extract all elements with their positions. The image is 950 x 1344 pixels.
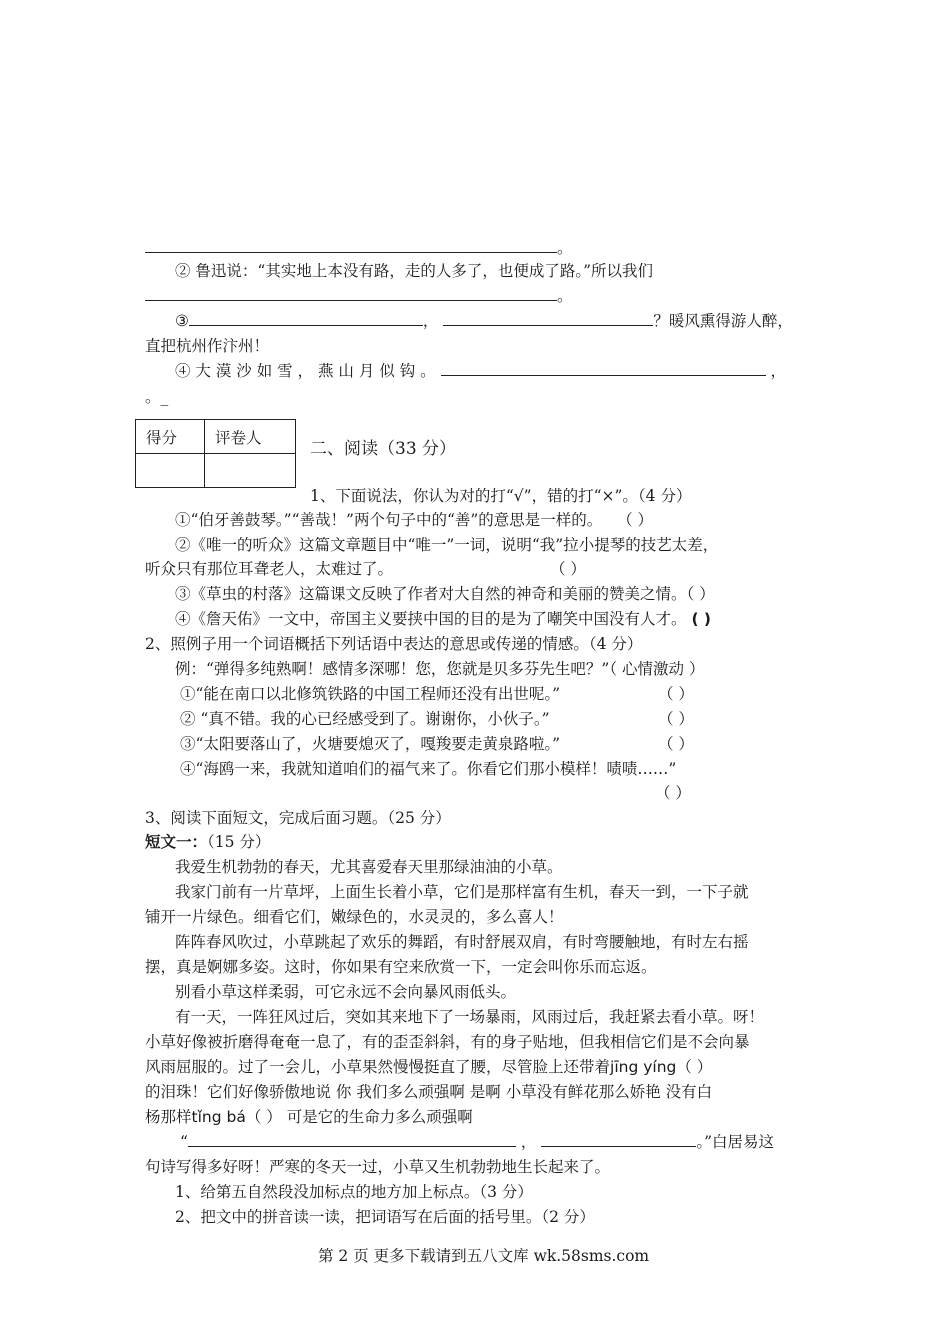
q2-example: 例：“弹得多纯熟啊！感情多深哪！您，您就是贝多芬先生吧？”（ 心情激动 ）: [175, 660, 705, 678]
q1-item-2: ②《唯一的听众》这篇文章题目中“唯一”一词，说明“我”拉小提琴的技艺太差，: [175, 536, 719, 554]
fill-q2: ② 鲁迅说：“其实地上本没有路，走的人多了，也便成了路。”所以我们: [175, 262, 654, 280]
passage-line: 阵阵春风吹过，小草跳起了欢乐的舞蹈，有时舒展双肩，有时弯腰触地，有时左右摇: [175, 933, 749, 951]
poem-line: “ ， 。”白居易这: [180, 1133, 775, 1151]
answer-blank[interactable]: [541, 1132, 696, 1147]
fill-line-1: 。: [145, 238, 573, 258]
q1-item-2-cont: 听众只有那位耳聋老人，太难过了。 （ ）: [145, 560, 586, 578]
score-cell[interactable]: [136, 454, 205, 488]
passage-title: 短文一：（15 分）: [145, 832, 271, 851]
sub-question-2: 2、把文中的拼音读一读，把词语写在后面的括号里。（2 分）: [175, 1208, 595, 1226]
fill-line-2: 。: [145, 286, 573, 306]
grader-cell[interactable]: [205, 454, 296, 488]
fill-q3: ③ ， ？暖风熏得游人醉，: [175, 312, 793, 330]
pinyin-jingying: jīng yíng: [610, 1058, 677, 1076]
passage-line-unpunctuated: 的泪珠！它们好像骄傲地说 你 我们多么顽强啊 是啊 小草没有鲜花那么娇艳 没有白: [145, 1083, 713, 1101]
page-footer: 第 2 页 更多下载请到五八文库 wk.58sms.com: [318, 1247, 650, 1265]
answer-blank[interactable]: [443, 311, 653, 326]
q2-item-4: ④“海鸥一来，我就知道咱们的福气来了。你看它们那小模样！啧啧……”: [180, 760, 677, 778]
question-2: 2、照例子用一个词语概括下列话语中表达的意思或传递的情感。（4 分）: [145, 635, 643, 653]
passage-line: 摆，真是婀娜多姿。这时，你如果有空来欣赏一下，一定会叫你乐而忘返。: [145, 958, 657, 976]
q1-item-4: ④《詹天佑》一文中，帝国主义要挟中国的目的是为了嘲笑中国没有人才。 ( ): [175, 610, 712, 628]
passage-line: 我爱生机勃勃的春天，尤其喜爱春天里那绿油油的小草。: [175, 858, 563, 876]
passage-line: 我家门前有一片草坪，上面生长着小草，它们是那样富有生机，春天一到，一下子就: [175, 883, 749, 901]
fill-q4: ④ 大 漠 沙 如 雪 ， 燕 山 月 似 钩 。 ，: [175, 362, 787, 380]
answer-blank[interactable]: [188, 1132, 516, 1147]
passage-line: 有一天，一阵狂风过后，突如其来地下了一场暴雨，风雨过后，我赶紧去看小草。呀！: [175, 1008, 765, 1026]
answer-blank[interactable]: [441, 361, 766, 376]
q1-item-3: ③《草虫的村落》这篇课文反映了作者对大自然的神奇和美丽的赞美之情。（ ）: [175, 585, 715, 603]
q1-item-1: ①“伯牙善鼓琴。”“善哉！”两个句子中的“善”的意思是一样的。 （ ）: [175, 511, 654, 529]
section-title: 二、阅读（33 分）: [310, 439, 457, 459]
fill-q3-line2: 直把杭州作汴州！: [145, 337, 270, 355]
passage-line: 句诗写得多好呀！严寒的冬天一过，小草又生机勃勃地生长起来了。: [145, 1158, 611, 1176]
q2-item-3: ③“太阳要落山了，火塘要熄灭了，嘎羧要走黄泉路啦。” （ ）: [180, 735, 694, 753]
passage-line: 小草好像被折磨得奄奄一息了，有的歪歪斜斜，有的身子贴地，但我相信它们是不会向暴: [145, 1033, 750, 1051]
q2-item-1: ①“能在南口以北修筑铁路的中国工程师还没有出世呢。” （ ）: [180, 685, 694, 703]
answer-blank[interactable]: [145, 286, 557, 301]
score-table: [135, 419, 296, 488]
q2-item-2: ② “真不错。我的心已经感受到了。谢谢你，小伙子。” （ ）: [180, 710, 694, 728]
score-label: 得分: [136, 420, 205, 454]
answer-blank[interactable]: [145, 238, 557, 253]
question-3: 3、阅读下面短文，完成后面习题。（25 分）: [145, 809, 451, 827]
passage-line-pinyin2: 杨那样tǐng bá（ ） 可是它的生命力多么顽强啊: [145, 1108, 473, 1126]
question-1: 1、下面说法，你认为对的打“√”，错的打“×”。（4 分）: [310, 487, 692, 505]
passage-line-pinyin1: 风雨屈服的。过了一会儿，小草果然慢慢挺直了腰，尽管脸上还带着jīng yíng（ ）: [145, 1058, 713, 1076]
fill-q4-line2: 。_: [145, 388, 169, 406]
passage-line: 别看小草这样柔弱，可它永远不会向暴风雨低头。: [175, 983, 517, 1001]
answer-blank[interactable]: [189, 311, 423, 326]
q2-item-4-paren: （ ）: [655, 784, 691, 802]
passage-line: 铺开一片绿色。细看它们，嫩绿色的，水灵灵的，多么喜人！: [145, 908, 564, 926]
pinyin-tingba: tǐng bá: [191, 1108, 246, 1126]
sub-question-1: 1、给第五自然段没加标点的地方加上标点。（3 分）: [175, 1183, 533, 1201]
grader-label: 评卷人: [205, 420, 296, 454]
